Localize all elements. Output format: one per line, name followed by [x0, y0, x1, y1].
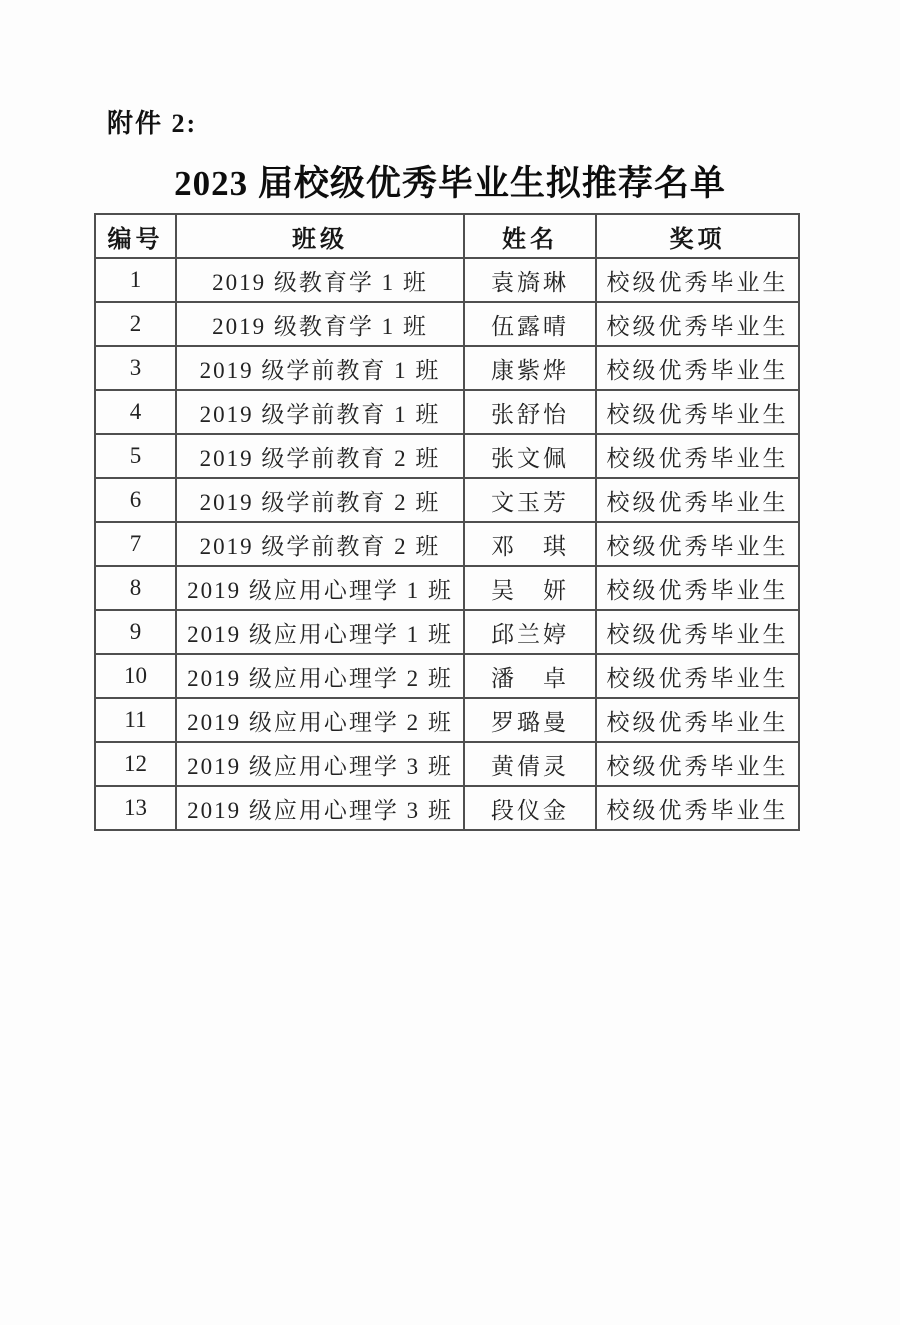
cell-class-name: 2019 级学前教育 2 班 [176, 434, 464, 478]
table-row [95, 654, 799, 698]
table-row [95, 346, 799, 390]
cell-name: 邓 琪 [464, 522, 596, 566]
table-row [95, 610, 799, 654]
cell-name: 伍露晴 [464, 302, 596, 346]
cell-no: 6 [95, 478, 176, 522]
cell-class-name: 2019 级学前教育 1 班 [176, 390, 464, 434]
cell-no: 5 [95, 434, 176, 478]
cell-no: 3 [95, 346, 176, 390]
table-row [95, 434, 799, 478]
table-row [95, 786, 799, 830]
cell-class-name: 2019 级应用心理学 2 班 [176, 698, 464, 742]
cell-award: 校级优秀毕业生 [596, 654, 799, 698]
cell-award: 校级优秀毕业生 [596, 786, 799, 830]
cell-no: 8 [95, 566, 176, 610]
cell-class-name: 2019 级教育学 1 班 [176, 258, 464, 302]
cell-name: 黄倩灵 [464, 742, 596, 786]
cell-class-name: 2019 级学前教育 1 班 [176, 346, 464, 390]
cell-class-name: 2019 级学前教育 2 班 [176, 522, 464, 566]
cell-no: 13 [95, 786, 176, 830]
cell-name: 段仪金 [464, 786, 596, 830]
cell-award: 校级优秀毕业生 [596, 698, 799, 742]
cell-class-name: 2019 级应用心理学 3 班 [176, 742, 464, 786]
table-row [95, 522, 799, 566]
cell-award: 校级优秀毕业生 [596, 742, 799, 786]
cell-name: 吴 妍 [464, 566, 596, 610]
cell-no: 1 [95, 258, 176, 302]
cell-award: 校级优秀毕业生 [596, 434, 799, 478]
cell-award: 校级优秀毕业生 [596, 610, 799, 654]
cell-name: 张文佩 [464, 434, 596, 478]
page-title: 2023 届校级优秀毕业生拟推荐名单 [174, 164, 726, 203]
cell-no: 11 [95, 698, 176, 742]
cell-class-name: 2019 级应用心理学 3 班 [176, 786, 464, 830]
cell-no: 12 [95, 742, 176, 786]
cell-no: 9 [95, 610, 176, 654]
table-row [95, 566, 799, 610]
cell-class-name: 2019 级学前教育 2 班 [176, 478, 464, 522]
table-header-row [95, 214, 799, 258]
cell-award: 校级优秀毕业生 [596, 346, 799, 390]
cell-class-name: 2019 级教育学 1 班 [176, 302, 464, 346]
table-row [95, 390, 799, 434]
cell-award: 校级优秀毕业生 [596, 390, 799, 434]
cell-name: 袁旖琳 [464, 258, 596, 302]
table-row [95, 742, 799, 786]
table-row [95, 258, 799, 302]
cell-award: 校级优秀毕业生 [596, 566, 799, 610]
cell-name: 邱兰婷 [464, 610, 596, 654]
roster-table [94, 213, 800, 831]
table-body [95, 258, 799, 830]
cell-no: 7 [95, 522, 176, 566]
table-row [95, 302, 799, 346]
column-header-award: 奖项 [596, 214, 799, 258]
table-row [95, 698, 799, 742]
cell-class-name: 2019 级应用心理学 2 班 [176, 654, 464, 698]
cell-name: 张舒怡 [464, 390, 596, 434]
column-header-class: 班级 [176, 214, 464, 258]
cell-class-name: 2019 级应用心理学 1 班 [176, 610, 464, 654]
cell-award: 校级优秀毕业生 [596, 478, 799, 522]
column-header-name: 姓名 [464, 214, 596, 258]
cell-award: 校级优秀毕业生 [596, 302, 799, 346]
cell-no: 2 [95, 302, 176, 346]
cell-name: 潘 卓 [464, 654, 596, 698]
cell-award: 校级优秀毕业生 [596, 258, 799, 302]
cell-name: 文玉芳 [464, 478, 596, 522]
attachment-label: 附件 2: [107, 109, 198, 138]
cell-name: 康紫烨 [464, 346, 596, 390]
cell-class-name: 2019 级应用心理学 1 班 [176, 566, 464, 610]
cell-no: 4 [95, 390, 176, 434]
cell-name: 罗璐曼 [464, 698, 596, 742]
cell-award: 校级优秀毕业生 [596, 522, 799, 566]
cell-no: 10 [95, 654, 176, 698]
column-header-number: 编号 [95, 214, 176, 258]
table-row [95, 478, 799, 522]
